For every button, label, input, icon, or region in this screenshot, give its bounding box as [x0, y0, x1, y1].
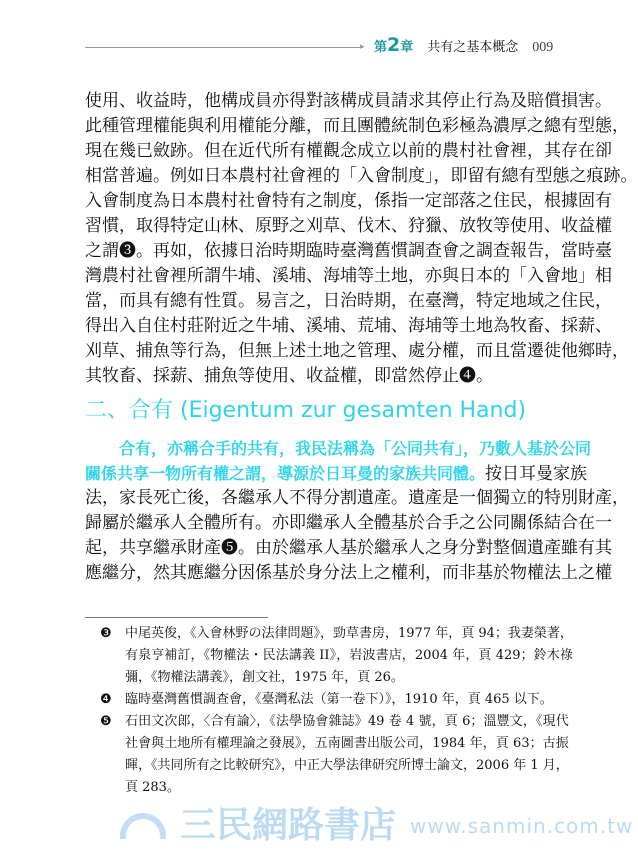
footnote-marker: ❺: [100, 714, 112, 729]
text-line: [85, 436, 592, 461]
text-line: 當，而具有總有性質。易言之，日治時期，在臺灣，特定地域之住民，: [85, 291, 612, 311]
footnote-line: 臨時臺灣舊慣調查會，《臺灣私法（第一卷下）》，1910 年，頁 465 以下。: [125, 692, 553, 707]
header-arrow-icon: ▸: [360, 42, 365, 52]
footnote-marker: ❹: [100, 692, 112, 707]
text-line: 灣農村社會裡所謂牛埔、溪埔、海埔等土地，亦與日本的「入會地」相: [85, 266, 612, 286]
paragraph-2: [85, 436, 629, 586]
text-line: 法，家長死亡後，各繼承人不得分割遺產。遺產是一個獨立的特別財產，: [85, 488, 629, 508]
paragraph-1: [85, 89, 638, 389]
watermark-name: 三民網路書店: [180, 805, 397, 846]
text-line: [85, 461, 588, 486]
footnote-line: 社會與土地所有權理論之發展》，五南圖書出版公司，1984 年，頁 63；古振: [125, 736, 569, 751]
text-line: 現在幾已斂跡。但在近代所有權觀念成立以前的農村社會裡，其存在卻: [85, 141, 612, 161]
chapter-title: 共有之基本概念: [427, 40, 519, 55]
chapter-prefix: 第: [374, 40, 388, 55]
running-header: [374, 34, 553, 56]
footnote-marker: ❸: [100, 626, 112, 641]
text-line: 得出入自住村莊附近之牛埔、溪埔、荒埔、海埔等土地為牧畜、採薪、: [85, 316, 612, 336]
chapter-number: 2: [387, 34, 401, 56]
header-rule: [85, 47, 363, 48]
footnote-line: 彌，《物權法講義》，創文社，1975 年，頁 26。: [125, 670, 404, 685]
text-line: 習慣，取得特定山林、原野之刈草、伐木、狩獵、放牧等使用、收益權: [85, 216, 612, 236]
footnote-3: [100, 623, 573, 689]
highlighted-text: 合有，亦稱合手的共有，我民法稱為「公同共有」，乃數人基於公同: [119, 439, 592, 458]
text-line: 刈草、捕魚等行為，但無上述土地之管理、處分權，而且當遷徙他鄉時，: [85, 341, 629, 361]
footnote-rule: [85, 617, 268, 618]
footnote-line: 頁 283。: [125, 780, 180, 795]
footnote-line: 石田文次郎，〈合有論〉，《法學協會雜誌》49 卷 4 號，頁 6；溫豐文，《現代: [125, 714, 569, 729]
text-line: 歸屬於繼承人全體所有。亦即繼承人全體基於合手之公同關係結合在一: [85, 513, 612, 533]
footnote-line: 暉，《共同所有之比較研究》，中正大學法律研究所博士論文，2006 年 1 月，: [125, 758, 569, 773]
chapter-suffix: 章: [400, 40, 414, 55]
text-line: 此種管理權能與利用權能分離，而且團體統制色彩極為濃厚之總有型態，: [85, 116, 629, 136]
text-line: 起，共享繼承財產❺。由於繼承人基於繼承人之身分對整個遺產雖有其: [85, 538, 612, 558]
text-line: 入會制度為日本農村社會特有之制度，係指一定部落之住民，根據固有: [85, 191, 612, 211]
page-number: 009: [532, 40, 554, 55]
text-line: 其牧畜、採薪、捕魚等使用、收益權，即當然停止❹。: [85, 366, 493, 386]
text-line: 使用、收益時，他構成員亦得對該構成員請求其停止行為及賠償損害。: [85, 91, 612, 111]
chapter-label: [374, 34, 413, 56]
text-line: 相當普遍。例如日本農村社會裡的「入會制度」，即留有總有型態之痕跡。: [85, 166, 638, 186]
highlighted-text: 關係共享一物所有權之謂，導源於日耳曼的家族共同體。: [85, 464, 486, 483]
watermark: [120, 804, 633, 848]
footnote-line: 有泉亨補訂，《物權法・民法講義 II》，岩波書店，2004 年，頁 429；鈴木祿: [125, 648, 573, 663]
footnotes: [100, 623, 573, 799]
watermark-logo-icon: [120, 813, 166, 839]
text-line: 之謂❸。再如，依據日治時期臨時臺灣舊慣調查會之調查報告，當時臺: [85, 241, 612, 261]
footnote-4: [100, 689, 553, 711]
footnote-line: 中尾英俊，《入會林野の法律問題》，勁草書房，1977 年，頁 94；我妻榮著，: [125, 626, 573, 641]
text-span: 按日耳曼家族: [485, 464, 588, 484]
watermark-url: www.sanmin.com.tw: [410, 814, 634, 838]
footnote-5: [100, 711, 569, 799]
section-heading: 二、合有 (Eigentum zur gesamten Hand): [85, 398, 527, 423]
text-line: 應繼分，然其應繼分因係基於身分法上之權利，而非基於物權法上之權: [85, 563, 612, 583]
